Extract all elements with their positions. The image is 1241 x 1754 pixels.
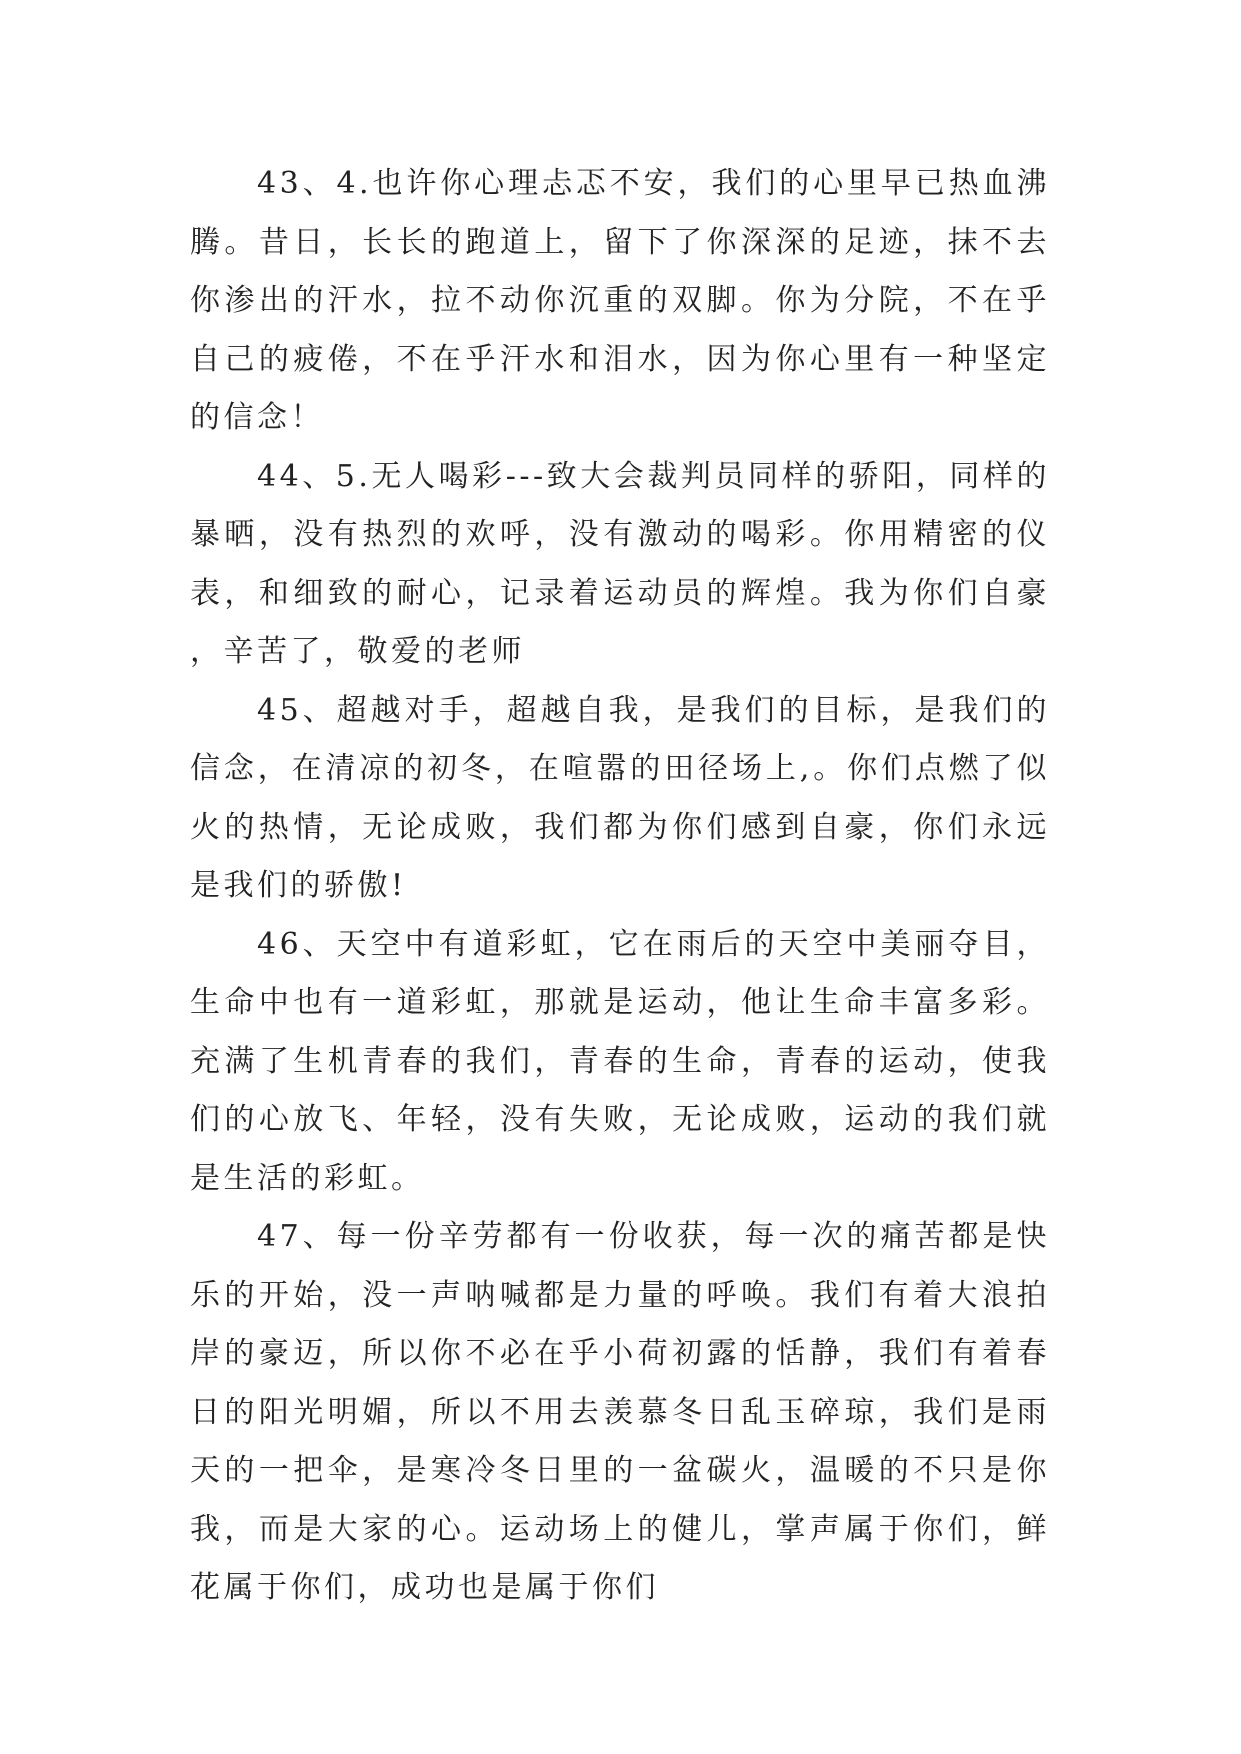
document-body xyxy=(190,155,1050,1618)
paragraph-44: 44、5.无人喝彩---致大会裁判员同样的骄阳，同样的暴晒，没有热烈的欢呼，没有激动的喝彩。你用精密的仪表，和细致的耐心，记录着运动员的辉煌。我为你们自豪，辛苦了，敬爱的老师 xyxy=(190,458,1050,669)
paragraph-45: 45、超越对手，超越自我，是我们的目标，是我们的信念，在清凉的初冬，在喧嚣的田径场上,。你们点燃了似火的热情，无论成败，我们都为你们感到自豪，你们永远是我们的骄傲! xyxy=(190,692,1050,903)
paragraph-43: 43、4.也许你心理忐忑不安，我们的心里早已热血沸腾。昔日，长长的跑道上，留下了你深深的足迹，抹不去你渗出的汗水，拉不动你沉重的双脚。你为分院，不在乎自己的疲倦，不在乎汗水和泪水，因为你心里有一种坚定的信念！ xyxy=(190,166,1050,435)
paragraph-47: 47、每一份辛劳都有一份收获，每一次的痛苦都是快乐的开始，没一声呐喊都是力量的呼唤。我们有着大浪拍岸的豪迈，所以你不必在乎小荷初露的恬静，我们有着春日的阳光明媚，所以不用去羡慕冬日乱玉碎琼，我们是雨天的一把伞，是寒冷冬日里的一盆碳火，温暖的不只是你我，而是大家的心。运动场上的健儿，掌声属于你们，鲜花属于你们，成功也是属于你们 xyxy=(190,1219,1050,1605)
paragraph-46: 46、天空中有道彩虹，它在雨后的天空中美丽夺目，生命中也有一道彩虹，那就是运动，他让生命丰富多彩。充满了生机青春的我们，青春的生命，青春的运动，使我们的心放飞、年轻，没有失败，无论成败，运动的我们就是生活的彩虹。 xyxy=(190,926,1050,1196)
